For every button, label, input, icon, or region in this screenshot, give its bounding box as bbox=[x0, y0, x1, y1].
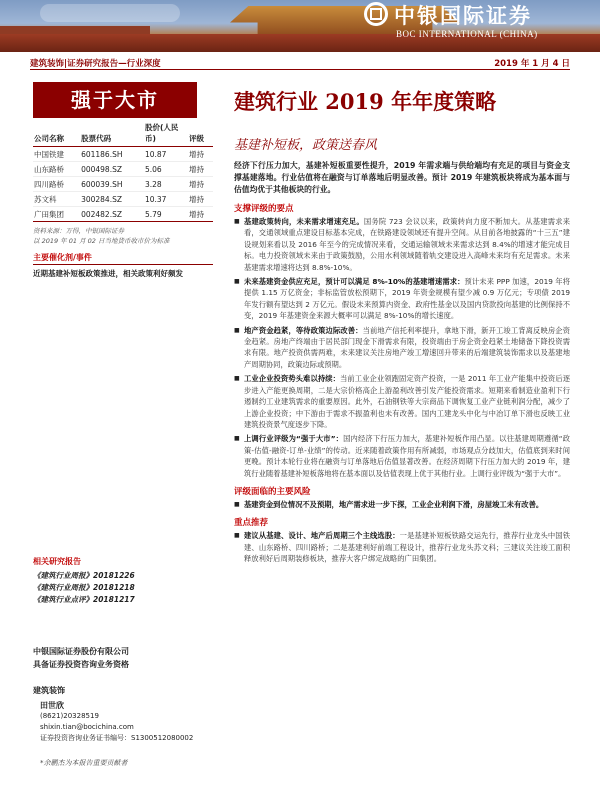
report-date: 2019 年 1 月 4 日 bbox=[494, 58, 570, 69]
cell-rating: 增持 bbox=[188, 147, 213, 162]
bullet-lead: 工业企业投资势头难以持续： bbox=[244, 374, 340, 384]
cell-price: 5.79 bbox=[144, 207, 188, 222]
breadcrumb: 建筑装饰|证券研究报告—行业深度 bbox=[30, 58, 161, 69]
recommendation-list bbox=[234, 530, 570, 564]
cell-code: 300284.SZ bbox=[80, 192, 144, 207]
cell-rating: 增持 bbox=[188, 192, 213, 207]
contributor-note: *余鹏杰为本报告重要贡献者 bbox=[40, 759, 128, 767]
logo-cn-text: 中银国际证券 bbox=[394, 3, 532, 28]
table-source-note bbox=[33, 226, 213, 246]
cell-price: 10.37 bbox=[144, 192, 188, 207]
catalyst-rule bbox=[33, 264, 213, 265]
stock-sidebar bbox=[33, 120, 213, 246]
cell-company: 广田集团 bbox=[33, 207, 80, 222]
bullet-text: 当前地产信托利率提升，拿地下滑，新开工竣工背离反映房企资金趋紧。房地产终端由于居民部门现金下滑需求有限，投资端由于房企资金趋紧土地储备下降投资需求有限。地产投资供需两难，未来建议关注房地产竣工增速回升带来的后端建筑装饰需求以及基建地产周期协同，政策边际或预期。 bbox=[244, 325, 571, 369]
col-rating: 评级 bbox=[188, 120, 213, 147]
org-line: 中银国际证券股份有限公司 bbox=[33, 647, 129, 656]
cell-company: 苏文科 bbox=[33, 192, 80, 207]
org-info bbox=[33, 645, 129, 671]
stock-table-header bbox=[33, 120, 213, 147]
cell-price: 5.06 bbox=[144, 162, 188, 177]
main-content bbox=[234, 160, 570, 568]
list-item bbox=[234, 499, 570, 510]
cell-code: 000498.SZ bbox=[80, 162, 144, 177]
list-item[interactable]: 《建筑行业周报》20181226 bbox=[33, 571, 135, 580]
analyst-email[interactable]: shixin.tian@bocichina.com bbox=[40, 723, 134, 731]
catalyst-text: 近期基建补短板政策推进，相关政策利好频发 bbox=[33, 269, 183, 278]
bullet-text: 一是基建补短板铁路交运先行，推荐行业龙头中国铁建、山东路桥、四川路桥；二是基建利好前端工程设计，推荐行业龙头苏文科；三建议关注竣工面积释放利好后周期装修板块，推荐大客户绑定战略的广田集团。 bbox=[244, 531, 571, 564]
rating-points-list bbox=[234, 216, 570, 479]
bullet-lead: 基建政策转向，未来需求增速充足。 bbox=[244, 217, 364, 226]
header-banner bbox=[0, 0, 600, 52]
related-heading: 相关研究报告 bbox=[33, 557, 81, 566]
col-price: 股价(人民币) bbox=[144, 120, 188, 147]
rating-badge: 强于大市 bbox=[33, 82, 197, 118]
list-item bbox=[234, 433, 570, 479]
list-item bbox=[234, 325, 570, 371]
boc-logo-icon bbox=[364, 2, 388, 26]
cell-rating: 增持 bbox=[188, 207, 213, 222]
list-item[interactable]: 《建筑行业周报》20181218 bbox=[33, 583, 135, 592]
risk-list bbox=[234, 499, 570, 510]
bullet-text: 国务院 723 会议以来，政策转向力度不断加大。从基建需求来看，交通领域重点建设目标基本完成，在铁路建设领域还有提升空间。从目前各地披露的“十三五”建设规划来看以及 2016 年至今的完成情况来看，交通运输领域未来需求达到 8.4%的增速才能完成目标。电力投资领域未来由于政策鼓励，公用水利领域随着轨交建设进入高峰未来均有充足需求。未来基建需求增速将达到 8.8%-10%。 bbox=[244, 217, 570, 272]
list-item[interactable]: 《建筑行业点评》20181217 bbox=[33, 595, 135, 604]
bullet-text: 当前工业企业领跑固定资产投资，一是 2011 年工业产能集中投资后逐步进入产能更换周期，二是大宗价格高企上游盈利改善引发产能投资需求。短期来看制造业盈利下行遏制约工业建筑需求的重要原因。此外，石油钢铁等大宗商品下调恢复工业产业链利润分配，减少了上游企业投资；中下游由于需求不振盈利也未有改善。国内工建龙头中化与中冶订单下滑也反映工业建筑投资景气度逐步下降。 bbox=[244, 374, 570, 429]
catalyst-heading: 主要催化剂/事件 bbox=[33, 253, 92, 262]
list-item bbox=[234, 216, 570, 273]
analyst-name: 田世欣 bbox=[40, 701, 64, 710]
table-row bbox=[33, 192, 213, 207]
list-item bbox=[234, 276, 570, 322]
bullet-lead: 未来基建资金供应充足，预计可以满足 8%-10%的基建增速需求： bbox=[244, 277, 465, 287]
section-heading-rating-points: 支撑评级的要点 bbox=[234, 204, 294, 214]
table-row bbox=[33, 207, 213, 222]
cell-company: 四川路桥 bbox=[33, 177, 80, 192]
org-line: 具备证券投资咨询业务资格 bbox=[33, 660, 129, 669]
cell-company: 中国铁建 bbox=[33, 147, 80, 162]
bullet-text: 预计未来 PPP 加速，2019 年将提供 1.15 万亿资金；非标监管放松预期下，2019 年资金规模有望少减 0.9 万亿元；专项债 2019 年发行额有望达到 2 万亿元。假设未来预算内资金、政府性基金以及国内贷款投向基建的比例保持不变，2019 年基建资金来源大概率可以满足 8%-10%的增长速度。 bbox=[244, 277, 571, 321]
page-subtitle: 基建补短板，政策送春风 bbox=[234, 138, 378, 153]
table-note-line: 以 2019 年 01 月 02 日当地货币收市价为标准 bbox=[33, 237, 170, 245]
cell-code: 600039.SH bbox=[80, 177, 144, 192]
bullet-lead: 基建资金到位情况不及预期，地产需求进一步下探，工业企业利润下滑，房屋竣工未有改善。 bbox=[244, 499, 544, 509]
table-row bbox=[33, 177, 213, 192]
stock-table bbox=[33, 120, 213, 222]
cell-code: 002482.SZ bbox=[80, 207, 144, 222]
section-heading-risks: 评级面临的主要风险 bbox=[234, 486, 311, 497]
table-row bbox=[33, 162, 213, 177]
list-item bbox=[234, 373, 570, 430]
bullet-lead: 上调行业评级为“强于大市”： bbox=[244, 434, 344, 444]
cell-price: 10.87 bbox=[144, 147, 188, 162]
abstract-paragraph: 经济下行压力加大，基建补短板重要性提升，2019 年需求端与供给端均有充足的项目与资金支撑基建落地。行业估值将在融资与订单落地后明显改善。预计 2019 年建筑板块将成为基本面与估值均优于其他板块的行业。 bbox=[234, 161, 570, 194]
analyst-cert: 证券投资咨询业务证书编号：S1300512080002 bbox=[40, 734, 194, 742]
col-company: 公司名称 bbox=[33, 120, 80, 147]
cell-rating: 增持 bbox=[188, 162, 213, 177]
table-row bbox=[33, 147, 213, 162]
analyst-phone: (8621)20328519 bbox=[40, 712, 99, 720]
logo-en-text: BOC INTERNATIONAL (CHINA) bbox=[396, 29, 538, 39]
cell-code: 601186.SH bbox=[80, 147, 144, 162]
bullet-lead: 地产资金趋紧，等待政策边际改善： bbox=[244, 325, 363, 335]
cell-company: 山东路桥 bbox=[33, 162, 80, 177]
cell-rating: 增持 bbox=[188, 177, 213, 192]
page-title: 建筑行业 2019 年年度策略 bbox=[234, 89, 497, 114]
table-note-line: 资料来源：万得，中银国际证券 bbox=[33, 227, 124, 235]
banner-cloud bbox=[40, 4, 180, 22]
analyst-heading: 建筑装饰 bbox=[33, 686, 65, 695]
cell-price: 3.28 bbox=[144, 177, 188, 192]
related-report-list bbox=[33, 570, 213, 606]
bullet-lead: 建议从基建、设计、地产后周期三个主线选股： bbox=[244, 531, 400, 541]
section-heading-recommendations: 重点推荐 bbox=[234, 518, 269, 529]
bullet-text: 国内经济下行压力加大，基建补短板作用凸显。以往基建周期遵循“政策-估值-融资-订单-业绩”的传动。近来随着政策作用有所减弱，市场观点分歧加大，估值底到来时间更晚。预计本轮行业将在融资与订单落地后估值显著改善。在经济周期下行压力加大的 2019 年，建筑行业随着基建补短板落地将在基本面以及估值表现上优于其他行业。上调行业评级为“强于大市”。 bbox=[244, 434, 571, 478]
list-item bbox=[234, 530, 570, 564]
analyst-info bbox=[40, 700, 193, 744]
report-header-bar bbox=[30, 56, 570, 70]
col-code: 股票代码 bbox=[80, 120, 144, 147]
